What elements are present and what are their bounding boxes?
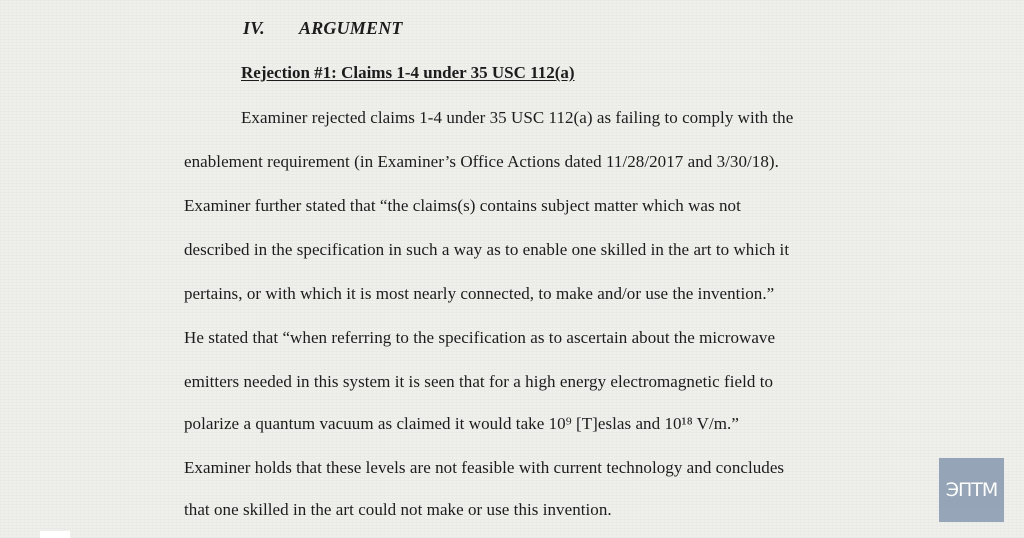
section-title: ARGUMENT [299,18,403,38]
paragraph-line: Examiner further stated that “the claims(s) contains subject matter which was not [184,196,741,215]
scan-artifact [40,531,70,538]
paragraph-line: Examiner rejected claims 1-4 under 35 USC 112(a) as failing to comply with the [241,108,794,127]
watermark-logo [939,458,1004,522]
paragraph-line: Examiner holds that these levels are not feasible with current technology and concludes [184,458,785,477]
watermark-text: ЭПТМ [945,478,998,501]
paragraph-line: emitters needed in this system it is seen that for a high energy electromagnetic field to [184,372,774,391]
paragraph-line: enablement requirement (in Examiner’s Office Actions dated 11/28/2017 and 3/30/18). [184,152,779,171]
paragraph-line: that one skilled in the art could not make or use this invention. [184,500,612,519]
section-heading [243,18,403,39]
section-numeral: IV. [243,18,265,38]
paragraph-line: pertains, or with which it is most nearly connected, to make and/or use the invention.” [184,284,775,303]
paragraph-line: described in the specification in such a way as to enable one skilled in the art to which it [184,240,790,259]
paragraph-line: polarize a quantum vacuum as claimed it would take 10⁹ [T]eslas and 10¹⁸ V/m.” [184,414,739,433]
rejection-subheading: Rejection #1: Claims 1-4 under 35 USC 112(a) [241,63,575,82]
paragraph-line: He stated that “when referring to the specification as to ascertain about the microwave [184,328,776,347]
